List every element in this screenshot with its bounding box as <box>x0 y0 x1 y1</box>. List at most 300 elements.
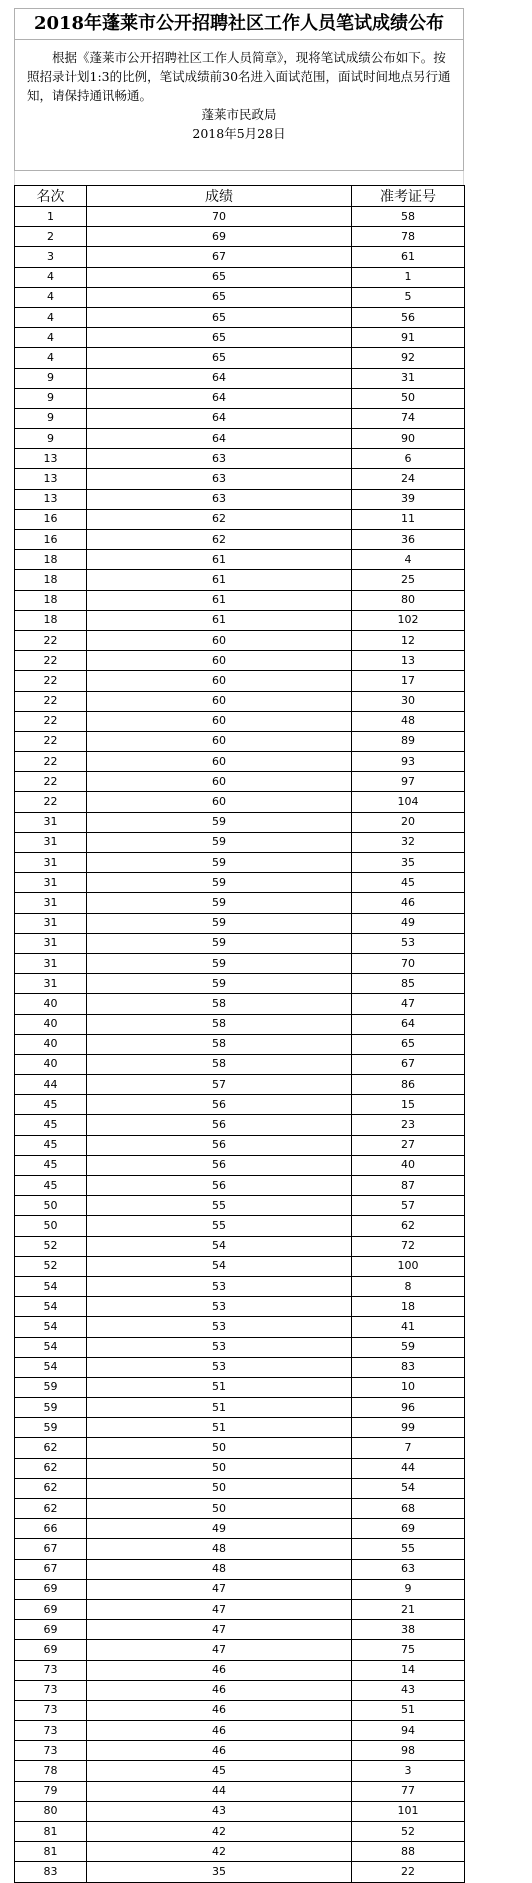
exam-number-cell: 89 <box>352 731 465 751</box>
rank-cell: 3 <box>15 247 87 267</box>
exam-number-cell: 23 <box>352 1115 465 1135</box>
rank-cell: 54 <box>15 1337 87 1357</box>
rank-cell: 59 <box>15 1418 87 1438</box>
score-cell: 64 <box>87 429 352 449</box>
rank-cell: 22 <box>15 630 87 650</box>
exam-number-cell: 22 <box>352 1862 465 1882</box>
table-row <box>15 933 465 953</box>
exam-number-cell: 21 <box>352 1599 465 1619</box>
table-row <box>15 1700 465 1720</box>
rank-cell: 22 <box>15 772 87 792</box>
score-cell: 56 <box>87 1115 352 1135</box>
table-row <box>15 974 465 994</box>
exam-number-cell: 6 <box>352 449 465 469</box>
exam-number-cell: 14 <box>352 1660 465 1680</box>
rank-cell: 4 <box>15 307 87 327</box>
rank-cell: 62 <box>15 1478 87 1498</box>
table-row <box>15 1478 465 1498</box>
exam-number-cell: 58 <box>352 207 465 227</box>
table-row <box>15 1519 465 1539</box>
rank-cell: 79 <box>15 1781 87 1801</box>
score-cell: 58 <box>87 1054 352 1074</box>
issuer-name: 蓬莱市民政局 <box>201 107 277 122</box>
score-cell: 46 <box>87 1680 352 1700</box>
rank-cell: 18 <box>15 590 87 610</box>
rank-cell: 40 <box>15 1014 87 1034</box>
exam-number-cell: 35 <box>352 853 465 873</box>
exam-number-cell: 18 <box>352 1297 465 1317</box>
table-row <box>15 1196 465 1216</box>
score-cell: 59 <box>87 933 352 953</box>
rank-cell: 69 <box>15 1599 87 1619</box>
score-cell: 60 <box>87 792 352 812</box>
table-row <box>15 1599 465 1619</box>
exam-number-cell: 90 <box>352 429 465 449</box>
header-rank: 名次 <box>15 186 87 207</box>
rank-cell: 31 <box>15 812 87 832</box>
table-row <box>15 1034 465 1054</box>
score-cell: 50 <box>87 1458 352 1478</box>
rank-cell: 4 <box>15 287 87 307</box>
score-cell: 60 <box>87 651 352 671</box>
score-cell: 59 <box>87 853 352 873</box>
exam-number-cell: 5 <box>352 287 465 307</box>
rank-cell: 80 <box>15 1801 87 1821</box>
table-row <box>15 207 465 227</box>
rank-cell: 73 <box>15 1660 87 1680</box>
score-cell: 55 <box>87 1196 352 1216</box>
exam-number-cell: 3 <box>352 1761 465 1781</box>
rank-cell: 45 <box>15 1155 87 1175</box>
notice-signature <box>27 105 451 143</box>
rank-cell: 9 <box>15 429 87 449</box>
score-cell: 50 <box>87 1499 352 1519</box>
score-cell: 51 <box>87 1377 352 1397</box>
exam-number-cell: 69 <box>352 1519 465 1539</box>
table-row <box>15 1075 465 1095</box>
exam-number-cell: 54 <box>352 1478 465 1498</box>
exam-number-cell: 41 <box>352 1317 465 1337</box>
score-cell: 60 <box>87 711 352 731</box>
table-row <box>15 1680 465 1700</box>
score-cell: 47 <box>87 1640 352 1660</box>
score-cell: 47 <box>87 1599 352 1619</box>
table-row <box>15 812 465 832</box>
exam-number-cell: 61 <box>352 247 465 267</box>
table-row <box>15 1539 465 1559</box>
rank-cell: 69 <box>15 1640 87 1660</box>
exam-number-cell: 91 <box>352 328 465 348</box>
table-row <box>15 1438 465 1458</box>
table-row <box>15 530 465 550</box>
exam-number-cell: 53 <box>352 933 465 953</box>
table-row <box>15 1095 465 1115</box>
rank-cell: 45 <box>15 1176 87 1196</box>
rank-cell: 83 <box>15 1862 87 1882</box>
exam-number-cell: 102 <box>352 610 465 630</box>
score-cell: 50 <box>87 1478 352 1498</box>
exam-number-cell: 57 <box>352 1196 465 1216</box>
rank-cell: 31 <box>15 974 87 994</box>
score-cell: 61 <box>87 570 352 590</box>
score-cell: 46 <box>87 1721 352 1741</box>
table-row <box>15 792 465 812</box>
table-row <box>15 893 465 913</box>
score-cell: 35 <box>87 1862 352 1882</box>
exam-number-cell: 31 <box>352 368 465 388</box>
table-row <box>15 1842 465 1862</box>
table-row <box>15 307 465 327</box>
exam-number-cell: 87 <box>352 1176 465 1196</box>
exam-number-cell: 12 <box>352 630 465 650</box>
issue-date: 2018年5月28日 <box>192 126 286 141</box>
table-row <box>15 953 465 973</box>
rank-cell: 9 <box>15 408 87 428</box>
rank-cell: 81 <box>15 1842 87 1862</box>
rank-cell: 22 <box>15 691 87 711</box>
notice-body: 根据《蓬莱市公开招聘社区工作人员简章》，现将笔试成绩公布如下。按照招录计划1:3的比例，笔试成绩前30名进入面试范围，面试时间地点另行通知，请保持通讯畅通。 <box>27 50 451 103</box>
table-row <box>15 388 465 408</box>
table-row <box>15 913 465 933</box>
table-row <box>15 267 465 287</box>
score-cell: 50 <box>87 1438 352 1458</box>
exam-number-cell: 36 <box>352 530 465 550</box>
exam-number-cell: 98 <box>352 1741 465 1761</box>
exam-number-cell: 67 <box>352 1054 465 1074</box>
score-cell: 62 <box>87 509 352 529</box>
table-row <box>15 1054 465 1074</box>
score-cell: 65 <box>87 307 352 327</box>
header-exam-number: 准考证号 <box>352 186 465 207</box>
table-row <box>15 691 465 711</box>
score-cell: 64 <box>87 368 352 388</box>
exam-number-cell: 47 <box>352 994 465 1014</box>
rank-cell: 9 <box>15 368 87 388</box>
rank-cell: 54 <box>15 1276 87 1296</box>
score-cell: 42 <box>87 1842 352 1862</box>
exam-number-cell: 94 <box>352 1721 465 1741</box>
table-row <box>15 1761 465 1781</box>
table-row <box>15 1499 465 1519</box>
exam-number-cell: 97 <box>352 772 465 792</box>
score-cell: 45 <box>87 1761 352 1781</box>
exam-number-cell: 70 <box>352 953 465 973</box>
rank-cell: 62 <box>15 1458 87 1478</box>
rank-cell: 22 <box>15 792 87 812</box>
table-row <box>15 1418 465 1438</box>
score-cell: 60 <box>87 752 352 772</box>
exam-number-cell: 32 <box>352 832 465 852</box>
header-score: 成绩 <box>87 186 352 207</box>
score-cell: 59 <box>87 893 352 913</box>
rank-cell: 69 <box>15 1620 87 1640</box>
score-cell: 56 <box>87 1176 352 1196</box>
score-cell: 53 <box>87 1337 352 1357</box>
table-row <box>15 1135 465 1155</box>
table-row <box>15 1357 465 1377</box>
score-cell: 58 <box>87 1014 352 1034</box>
score-cell: 58 <box>87 994 352 1014</box>
table-row <box>15 731 465 751</box>
exam-number-cell: 46 <box>352 893 465 913</box>
rank-cell: 73 <box>15 1721 87 1741</box>
exam-number-cell: 45 <box>352 873 465 893</box>
rank-cell: 13 <box>15 449 87 469</box>
exam-number-cell: 55 <box>352 1539 465 1559</box>
exam-number-cell: 51 <box>352 1700 465 1720</box>
table-row <box>15 853 465 873</box>
table-row <box>15 832 465 852</box>
rank-cell: 69 <box>15 1579 87 1599</box>
exam-number-cell: 63 <box>352 1559 465 1579</box>
score-cell: 60 <box>87 772 352 792</box>
score-cell: 61 <box>87 610 352 630</box>
score-cell: 51 <box>87 1418 352 1438</box>
rank-cell: 13 <box>15 489 87 509</box>
score-cell: 61 <box>87 590 352 610</box>
rank-cell: 18 <box>15 570 87 590</box>
exam-number-cell: 27 <box>352 1135 465 1155</box>
table-row <box>15 1236 465 1256</box>
rank-cell: 9 <box>15 388 87 408</box>
score-cell: 59 <box>87 812 352 832</box>
rank-cell: 16 <box>15 509 87 529</box>
exam-number-cell: 25 <box>352 570 465 590</box>
score-cell: 63 <box>87 469 352 489</box>
score-cell: 63 <box>87 489 352 509</box>
rank-cell: 31 <box>15 913 87 933</box>
table-row <box>15 550 465 570</box>
score-cell: 65 <box>87 267 352 287</box>
table-row <box>15 1155 465 1175</box>
rank-cell: 16 <box>15 530 87 550</box>
exam-number-cell: 44 <box>352 1458 465 1478</box>
table-row <box>15 489 465 509</box>
table-row <box>15 1398 465 1418</box>
score-cell: 43 <box>87 1801 352 1821</box>
table-row <box>15 1781 465 1801</box>
table-row <box>15 1377 465 1397</box>
table-row <box>15 509 465 529</box>
rank-cell: 31 <box>15 832 87 852</box>
table-row <box>15 1721 465 1741</box>
rank-cell: 13 <box>15 469 87 489</box>
rank-cell: 22 <box>15 731 87 751</box>
table-row <box>15 1014 465 1034</box>
score-cell: 65 <box>87 348 352 368</box>
rank-cell: 44 <box>15 1075 87 1095</box>
rank-cell: 4 <box>15 267 87 287</box>
score-cell: 59 <box>87 913 352 933</box>
score-cell: 46 <box>87 1741 352 1761</box>
table-row <box>15 570 465 590</box>
table-row <box>15 772 465 792</box>
score-cell: 64 <box>87 408 352 428</box>
exam-number-cell: 85 <box>352 974 465 994</box>
exam-number-cell: 77 <box>352 1781 465 1801</box>
exam-number-cell: 30 <box>352 691 465 711</box>
score-cell: 46 <box>87 1700 352 1720</box>
table-row <box>15 1620 465 1640</box>
exam-number-cell: 99 <box>352 1418 465 1438</box>
table-row <box>15 408 465 428</box>
exam-number-cell: 38 <box>352 1620 465 1640</box>
exam-number-cell: 15 <box>352 1095 465 1115</box>
table-row <box>15 1458 465 1478</box>
score-cell: 64 <box>87 388 352 408</box>
exam-number-cell: 64 <box>352 1014 465 1034</box>
exam-number-cell: 93 <box>352 752 465 772</box>
rank-cell: 1 <box>15 207 87 227</box>
exam-number-cell: 11 <box>352 509 465 529</box>
table-row <box>15 1862 465 1882</box>
exam-number-cell: 1 <box>352 267 465 287</box>
rank-cell: 31 <box>15 933 87 953</box>
score-cell: 59 <box>87 832 352 852</box>
rank-cell: 22 <box>15 651 87 671</box>
rank-cell: 31 <box>15 853 87 873</box>
score-cell: 53 <box>87 1297 352 1317</box>
table-row <box>15 1276 465 1296</box>
rank-cell: 52 <box>15 1236 87 1256</box>
score-cell: 53 <box>87 1276 352 1296</box>
table-row <box>15 287 465 307</box>
table-row <box>15 328 465 348</box>
table-row <box>15 651 465 671</box>
exam-number-cell: 40 <box>352 1155 465 1175</box>
exam-number-cell: 48 <box>352 711 465 731</box>
exam-number-cell: 86 <box>352 1075 465 1095</box>
rank-cell: 62 <box>15 1499 87 1519</box>
table-row <box>15 1256 465 1276</box>
exam-number-cell: 39 <box>352 489 465 509</box>
exam-number-cell: 104 <box>352 792 465 812</box>
exam-number-cell: 7 <box>352 1438 465 1458</box>
rank-cell: 45 <box>15 1095 87 1115</box>
score-cell: 60 <box>87 691 352 711</box>
table-row <box>15 630 465 650</box>
table-row <box>15 590 465 610</box>
exam-number-cell: 4 <box>352 550 465 570</box>
table-row <box>15 1115 465 1135</box>
score-cell: 53 <box>87 1317 352 1337</box>
rank-cell: 54 <box>15 1317 87 1337</box>
rank-cell: 22 <box>15 752 87 772</box>
rank-cell: 59 <box>15 1398 87 1418</box>
table-row <box>15 449 465 469</box>
score-cell: 58 <box>87 1034 352 1054</box>
rank-cell: 40 <box>15 1054 87 1074</box>
table-row <box>15 1337 465 1357</box>
score-cell: 53 <box>87 1357 352 1377</box>
page-title: 2018年蓬莱市公开招聘社区工作人员笔试成绩公布 <box>15 9 463 40</box>
rank-cell: 4 <box>15 328 87 348</box>
exam-number-cell: 10 <box>352 1377 465 1397</box>
score-cell: 67 <box>87 247 352 267</box>
exam-number-cell: 43 <box>352 1680 465 1700</box>
table-row <box>15 1741 465 1761</box>
table-row <box>15 1317 465 1337</box>
rank-cell: 4 <box>15 348 87 368</box>
exam-number-cell: 62 <box>352 1216 465 1236</box>
rank-cell: 54 <box>15 1357 87 1377</box>
rank-cell: 31 <box>15 953 87 973</box>
rank-cell: 31 <box>15 873 87 893</box>
table-row <box>15 1559 465 1579</box>
exam-number-cell: 9 <box>352 1579 465 1599</box>
score-cell: 59 <box>87 953 352 973</box>
table-row <box>15 1801 465 1821</box>
exam-number-cell: 17 <box>352 671 465 691</box>
rank-cell: 22 <box>15 711 87 731</box>
exam-number-cell: 96 <box>352 1398 465 1418</box>
table-row <box>15 348 465 368</box>
exam-number-cell: 78 <box>352 227 465 247</box>
exam-number-cell: 13 <box>352 651 465 671</box>
score-cell: 54 <box>87 1256 352 1276</box>
table-body <box>15 207 465 1883</box>
exam-number-cell: 20 <box>352 812 465 832</box>
exam-number-cell: 83 <box>352 1357 465 1377</box>
notice-text <box>15 40 463 170</box>
score-cell: 59 <box>87 873 352 893</box>
score-cell: 54 <box>87 1236 352 1256</box>
results-sheet <box>14 8 464 1883</box>
rank-cell: 73 <box>15 1741 87 1761</box>
table-row <box>15 1176 465 1196</box>
rank-cell: 66 <box>15 1519 87 1539</box>
score-cell: 47 <box>87 1620 352 1640</box>
score-cell: 60 <box>87 731 352 751</box>
table-row <box>15 1640 465 1660</box>
score-cell: 57 <box>87 1075 352 1095</box>
exam-number-cell: 75 <box>352 1640 465 1660</box>
score-cell: 60 <box>87 630 352 650</box>
announcement-header <box>14 8 464 171</box>
table-row <box>15 671 465 691</box>
rank-cell: 45 <box>15 1115 87 1135</box>
rank-cell: 40 <box>15 1034 87 1054</box>
score-cell: 49 <box>87 1519 352 1539</box>
table-row <box>15 1579 465 1599</box>
rank-cell: 31 <box>15 893 87 913</box>
exam-number-cell: 59 <box>352 1337 465 1357</box>
exam-number-cell: 80 <box>352 590 465 610</box>
rank-cell: 40 <box>15 994 87 1014</box>
score-cell: 47 <box>87 1579 352 1599</box>
rank-cell: 78 <box>15 1761 87 1781</box>
table-row <box>15 1297 465 1317</box>
table-row <box>15 368 465 388</box>
rank-cell: 2 <box>15 227 87 247</box>
exam-number-cell: 88 <box>352 1842 465 1862</box>
table-row <box>15 1660 465 1680</box>
score-cell: 42 <box>87 1822 352 1842</box>
exam-number-cell: 101 <box>352 1801 465 1821</box>
rank-cell: 54 <box>15 1297 87 1317</box>
rank-cell: 59 <box>15 1377 87 1397</box>
table-row <box>15 752 465 772</box>
exam-number-cell: 8 <box>352 1276 465 1296</box>
exam-number-cell: 68 <box>352 1499 465 1519</box>
table-row <box>15 1216 465 1236</box>
score-cell: 69 <box>87 227 352 247</box>
rank-cell: 50 <box>15 1216 87 1236</box>
score-cell: 56 <box>87 1135 352 1155</box>
score-cell: 44 <box>87 1781 352 1801</box>
rank-cell: 67 <box>15 1539 87 1559</box>
rank-cell: 73 <box>15 1680 87 1700</box>
